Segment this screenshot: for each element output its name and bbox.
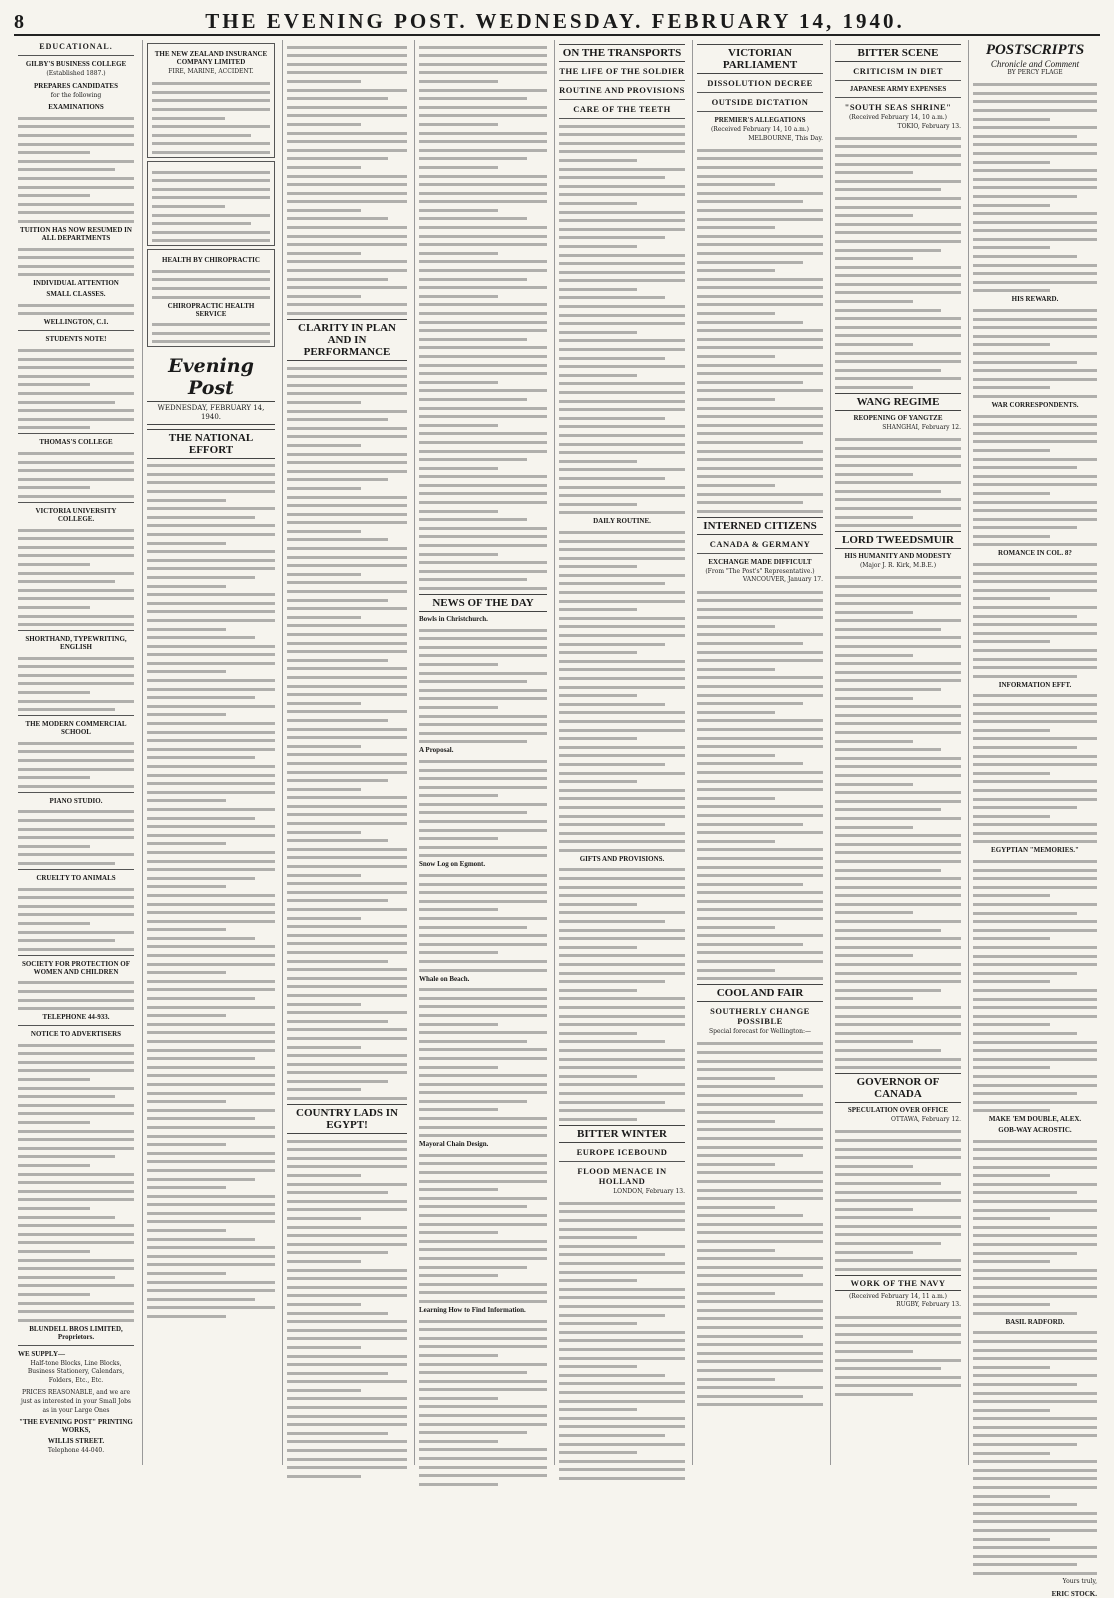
news-sub-mayoral: Mayoral Chain Design. — [419, 1140, 489, 1149]
nameplate: Evening Post — [168, 355, 254, 400]
news-of-the-day: NEWS OF THE DAY — [419, 594, 547, 612]
cool-fair-headline: COOL AND FAIR — [697, 984, 823, 1002]
ps-his-reward: HIS REWARD. — [1011, 295, 1059, 304]
modern-school: THE MODERN COMMERCIAL SCHOOL — [25, 720, 127, 737]
ps-war-correspondents: WAR CORRESPONDENTS. — [991, 400, 1079, 409]
we-supply: WE SUPPLY— — [18, 1349, 66, 1358]
victorian-headline: VICTORIAN PARLIAMENT — [697, 44, 823, 74]
column-news — [414, 40, 551, 1465]
premiers-allegations: PREMIER'S ALLEGATIONS — [714, 116, 806, 124]
section-heading: EDUCATIONAL. — [39, 42, 113, 51]
postscripts-title: POSTSCRIPTS — [985, 42, 1085, 58]
transports-deck3: CARE OF THE TEETH — [573, 104, 671, 114]
individual-attention: INDIVIDUAL ATTENTION — [33, 279, 119, 288]
gilbys-name: GILBY'S BUSINESS COLLEGE — [25, 60, 127, 68]
canada-germany: CANADA & GERMANY — [709, 538, 811, 549]
transports-deck2: ROUTINE AND PROVISIONS — [559, 85, 685, 95]
flood-menace: FLOOD MENACE IN HOLLAND — [577, 1165, 667, 1186]
column-transports — [554, 40, 689, 1465]
exchange-difficult: EXCHANGE MADE DIFFICULT — [708, 557, 812, 566]
printing-works: "THE EVENING POST" PRINTING WORKS, — [19, 1418, 133, 1435]
tuition-note: TUITION HAS NOW RESUMED IN ALL DEPARTMENTS — [20, 225, 132, 242]
shanghai-dateline: SHANGHAI, February 12. — [882, 424, 961, 431]
leader-headline: THE NATIONAL EFFORT — [147, 429, 275, 459]
special-forecast: Special forecast for Wellington:— — [709, 1028, 811, 1036]
speculation-deck: SPECULATION OVER OFFICE — [847, 1106, 949, 1115]
governor-canada-headline: GOVERNOR OF CANADA — [835, 1073, 961, 1103]
chiro-ad: HEALTH BY CHIROPRACTIC — [162, 256, 260, 265]
prepares: PREPARES CANDIDATES — [34, 81, 118, 90]
wang-regime-headline: WANG REGIME — [835, 393, 961, 411]
postscripts-subtitle: Chronicle and Comment — [990, 59, 1080, 69]
tweedsmuir-headline: LORD TWEEDSMUIR — [835, 531, 961, 549]
ps-basil-radford: BASIL RADFORD. — [1005, 1317, 1065, 1326]
willis-street: WILLIS STREET. — [47, 1437, 105, 1446]
column-postscripts — [968, 40, 1101, 1598]
dissolution-deck: DISSOLUTION DECREE — [707, 78, 813, 88]
supply-list: Half-tone Blocks, Line Blocks, Business Stationery, Calendars, Folders, Etc., Etc. — [27, 1359, 125, 1384]
shorthand-ad: SHORTHAND, TYPEWRITING, ENGLISH — [25, 635, 127, 652]
cruelty-animals: CRUELTY TO ANIMALS — [36, 873, 116, 882]
country-lads-headline: COUNTRY LADS IN EGYPT! — [287, 1104, 407, 1134]
london-dateline: LONDON, February 13. — [613, 1187, 685, 1195]
gilbys-est: (Established 1887.) — [46, 70, 106, 77]
humanity-modesty: HIS HUMANITY AND MODESTY — [844, 552, 952, 561]
column-leader-continued — [282, 40, 411, 1465]
post-representative: (From "The Post's" Representative.) — [705, 567, 815, 575]
piano-studio: PIANO STUDIO. — [49, 796, 103, 805]
japan-received: (Received February 14, 10 a.m.) — [848, 114, 948, 121]
postscripts-byline: BY PERCY FLAGE — [1007, 69, 1063, 76]
printing-phone: Telephone 44-040. — [47, 1447, 105, 1455]
southerly-change: SOUTHERLY CHANGE POSSIBLE — [710, 1006, 810, 1027]
column-japan — [830, 40, 965, 1465]
outside-dictation: OUTSIDE DICTATION — [711, 97, 809, 107]
tokio-dateline: TOKIO, February 13. — [897, 122, 961, 130]
ps-romance: ROMANCE IN COL. 8? — [998, 549, 1072, 558]
spca-telephone: TELEPHONE 44-933. — [42, 1013, 110, 1022]
ottawa-dateline: OTTAWA, February 12. — [890, 1116, 961, 1124]
newspaper-title: THE EVENING POST. WEDNESDAY. FEBRUARY 14, 1940. — [205, 9, 905, 33]
kirk-byline: (Major J. R. Kirk, M.B.E.) — [859, 562, 937, 570]
chiro-service: CHIROPRACTIC HEALTH SERVICE — [167, 301, 255, 318]
rugby-dateline: RUGBY, February 13. — [896, 1301, 961, 1309]
vancouver-dateline: VANCOUVER, January 17. — [742, 576, 823, 584]
south-seas-shrine: "SOUTH SEAS SHRINE" — [844, 102, 952, 112]
examinations: EXAMINATIONS — [48, 103, 104, 112]
insurance-sub: FIRE, MARINE, ACCIDENT. — [168, 68, 254, 75]
spca-ad: SOCIETY FOR PROTECTION OF WOMEN AND CHILDREN — [21, 959, 131, 976]
yangtze-deck: REOPENING OF YANGTZE — [853, 414, 943, 422]
ps-make-em-double: MAKE 'EM DOUBLE, ALEX. — [988, 1115, 1082, 1124]
column-victoria — [692, 40, 827, 1465]
interned-headline: INTERNED CITIZENS — [697, 517, 823, 535]
thomas-college: THOMAS'S COLLEGE — [39, 438, 113, 447]
news-sub-bowls: Bowls in Christchurch. — [419, 615, 488, 623]
navy-received: (Received February 14, 11 a.m.) — [848, 1292, 948, 1300]
masthead — [14, 6, 1100, 36]
leader-dateline: WEDNESDAY, FEBRUARY 14, 1940. — [147, 401, 275, 424]
prices-note: PRICES REASONABLE, and we are just as interested in your Small Jobs as in your Large Ones — [20, 1389, 132, 1414]
students-note: STUDENTS NOTE! — [45, 335, 107, 344]
ps-signature: ERIC STOCK. — [1051, 1589, 1097, 1598]
news-sub-proposal: A Proposal. — [419, 746, 454, 755]
news-sub-snow: Snow Log on Egmont. — [419, 860, 486, 869]
news-sub-learning: Learning How to Find Information. — [419, 1305, 526, 1314]
transports-deck1: THE LIFE OF THE SOLDIER — [559, 66, 685, 76]
notice-advertisers: NOTICE TO ADVERTISERS — [30, 1030, 122, 1039]
victoria-college: VICTORIA UNIVERSITY COLLEGE. — [35, 506, 117, 523]
europe-icebound: EUROPE ICEBOUND — [576, 1146, 668, 1157]
gifts-provisions: GIFTS AND PROVISIONS. — [579, 854, 665, 863]
army-expenses: JAPANESE ARMY EXPENSES — [849, 85, 947, 93]
insurance-ad: THE NEW ZEALAND INSURANCE COMPANY LIMITED — [154, 50, 268, 66]
daily-routine: DAILY ROUTINE. — [593, 517, 651, 526]
column-educational — [14, 40, 138, 1465]
ps-signoff: Yours truly, — [1062, 1577, 1097, 1585]
column-leader — [142, 40, 279, 1465]
clarity-headline: CLARITY IN PLAN AND IN PERFORMANCE — [287, 319, 407, 361]
ps-egyptian: EGYPTIAN "MEMORIES." — [991, 846, 1079, 855]
for-exams: for the following — [50, 91, 102, 99]
transports-headline: ON THE TRANSPORTS — [559, 44, 685, 62]
ps-information: INFORMATION EFFT. — [998, 680, 1072, 689]
gilbys-address: WELLINGTON, C.1. — [43, 318, 109, 327]
work-of-navy: WORK OF THE NAVY — [835, 1275, 961, 1291]
news-sub-whale: Whale on Beach. — [419, 974, 470, 983]
criticism-diet: CRITICISM IN DIET — [853, 66, 943, 76]
victoria-received: (Received February 14, 10 a.m.) — [710, 126, 810, 133]
page-number: 8 — [14, 11, 24, 33]
bitter-winter-headline: BITTER WINTER — [559, 1125, 685, 1143]
bitter-scene-headline: BITTER SCENE — [835, 44, 961, 62]
ps-acrostic: GOB-WAY ACROSTIC. — [998, 1126, 1072, 1135]
blundell-bros: BLUNDELL BROS LIMITED, Proprietors. — [29, 1324, 123, 1341]
melbourne-dateline: MELBOURNE, This Day. — [748, 134, 823, 142]
small-classes: SMALL CLASSES. — [46, 290, 106, 299]
